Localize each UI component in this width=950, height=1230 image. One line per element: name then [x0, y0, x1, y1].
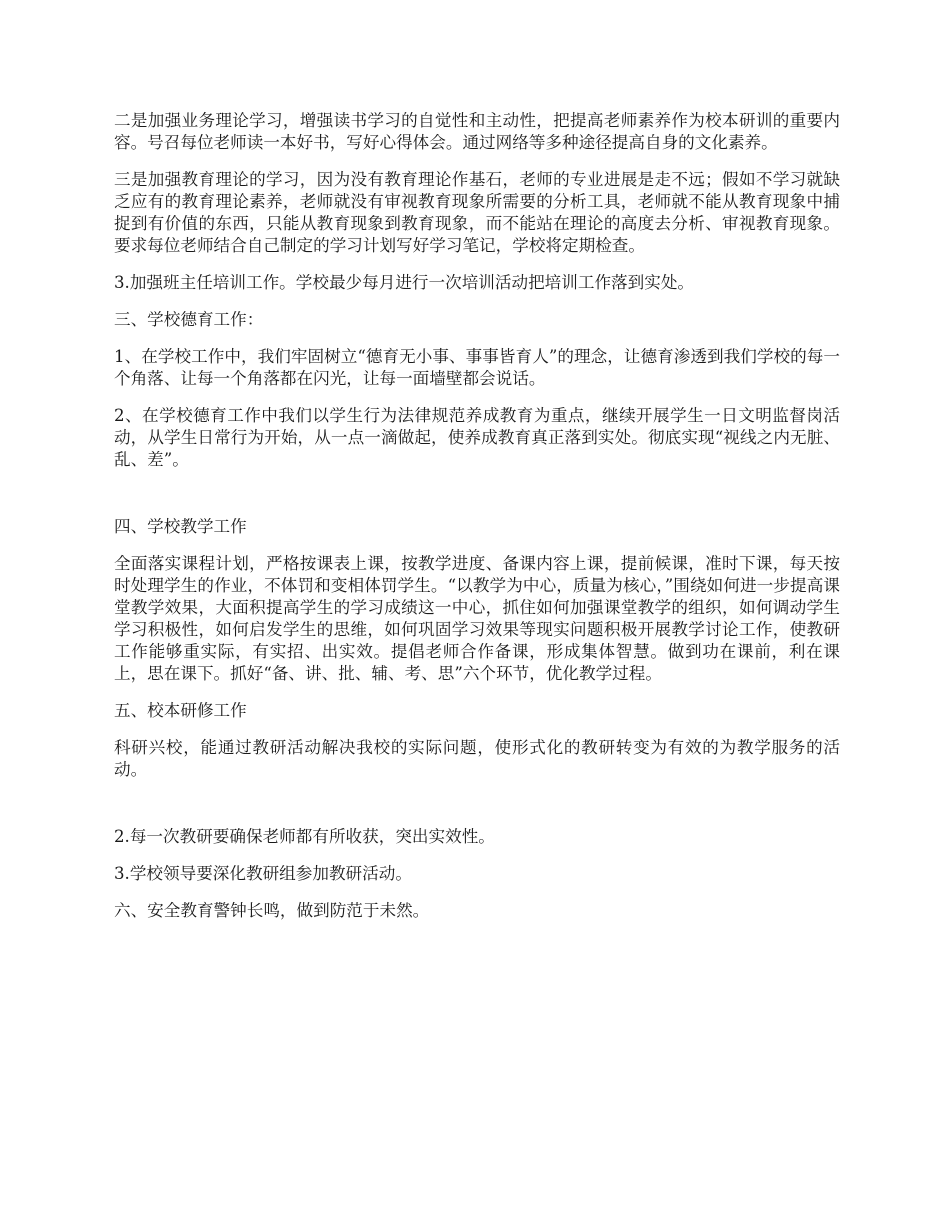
heading-moral-education: 三、学校德育工作： [114, 310, 264, 329]
heading-school-research: 五、校本研修工作 [114, 701, 247, 720]
paragraph-leader-participation: 3.学校领导要深化教研组参加教研活动。 [114, 864, 412, 883]
paragraph-business-theory-study: 二是加强业务理论学习，增强读书学习的自觉性和主动性，把提高老师素养作为校本研训的重要内容。号召每位老师读一本好书，写好心得体会。通过网络等多种途径提高自身的文化素养。 [114, 111, 840, 152]
paragraph-head-teacher-training: 3.加强班主任培训工作。学校最少每月进行一次培训活动把培训工作落到实处。 [114, 273, 695, 292]
blank-line [114, 796, 840, 826]
heading-teaching-work: 四、学校教学工作 [114, 517, 247, 536]
document-body [114, 110, 840, 937]
paragraph-curriculum-plan: 全面落实课程计划，严格按课表上课，按教学进度、备课内容上课，提前候课，准时下课，每天按时处理学生的作业，不体罚和变相体罚学生。“以教学为中心，质量为核心，”围绕如何进一步提高课堂教学效果，大面积提高学生的学习成绩这一中心，抓住如何加强课堂教学的组织，如何调动学生学习积极性，如何启发学生的思维，如何巩固学习效果等现实问题积极开展教学讨论工作，使教研工作能够重实际，有实招、出实效。提倡老师合作备课，形成集体智慧。做到功在课前，利在课上，思在课下。抓好“备、讲、批、辅、考、思”六个环节，优化教学过程。 [114, 554, 840, 683]
blank-line [114, 486, 840, 516]
paragraph-behavior-norms: 2、在学校德育工作中我们以学生行为法律规范养成教育为重点，继续开展学生一日文明监督岗活动，从学生日常行为开始，从一点一滴做起，使养成教育真正落到实处。彻底实现“视线之内无脏、乱、差”。 [114, 406, 840, 469]
heading-safety-education: 六、安全教育警钟长鸣，做到防范于未然。 [114, 901, 430, 920]
paragraph-education-theory-study: 三是加强教育理论的学习，因为没有教育理论作基石，老师的专业进展是走不远；假如不学习就缺乏应有的教育理论素养，老师就没有审视教育现象所需要的分析工具，老师就不能从教育现象中捕捉到有价值的东西，只能从教育现象到教育现象，而不能站在理论的高度去分析、审视教育现象。要求每位老师结合自己制定的学习计划写好学习笔记，学校将定期检查。 [114, 170, 840, 255]
paragraph-moral-education-concept: 1、在学校工作中，我们牢固树立“德育无小事、事事皆育人”的理念，让德育渗透到我们学校的每一个角落、让每一个角落都在闪光，让每一面墙壁都会说话。 [114, 347, 840, 388]
paragraph-research-strengthens-school: 科研兴校，能通过教研活动解决我校的实际问题，使形式化的教研转变为有效的为教学服务的活动。 [114, 738, 840, 779]
paragraph-research-effectiveness: 2.每一次教研要确保老师都有所收获，突出实效性。 [114, 827, 495, 846]
